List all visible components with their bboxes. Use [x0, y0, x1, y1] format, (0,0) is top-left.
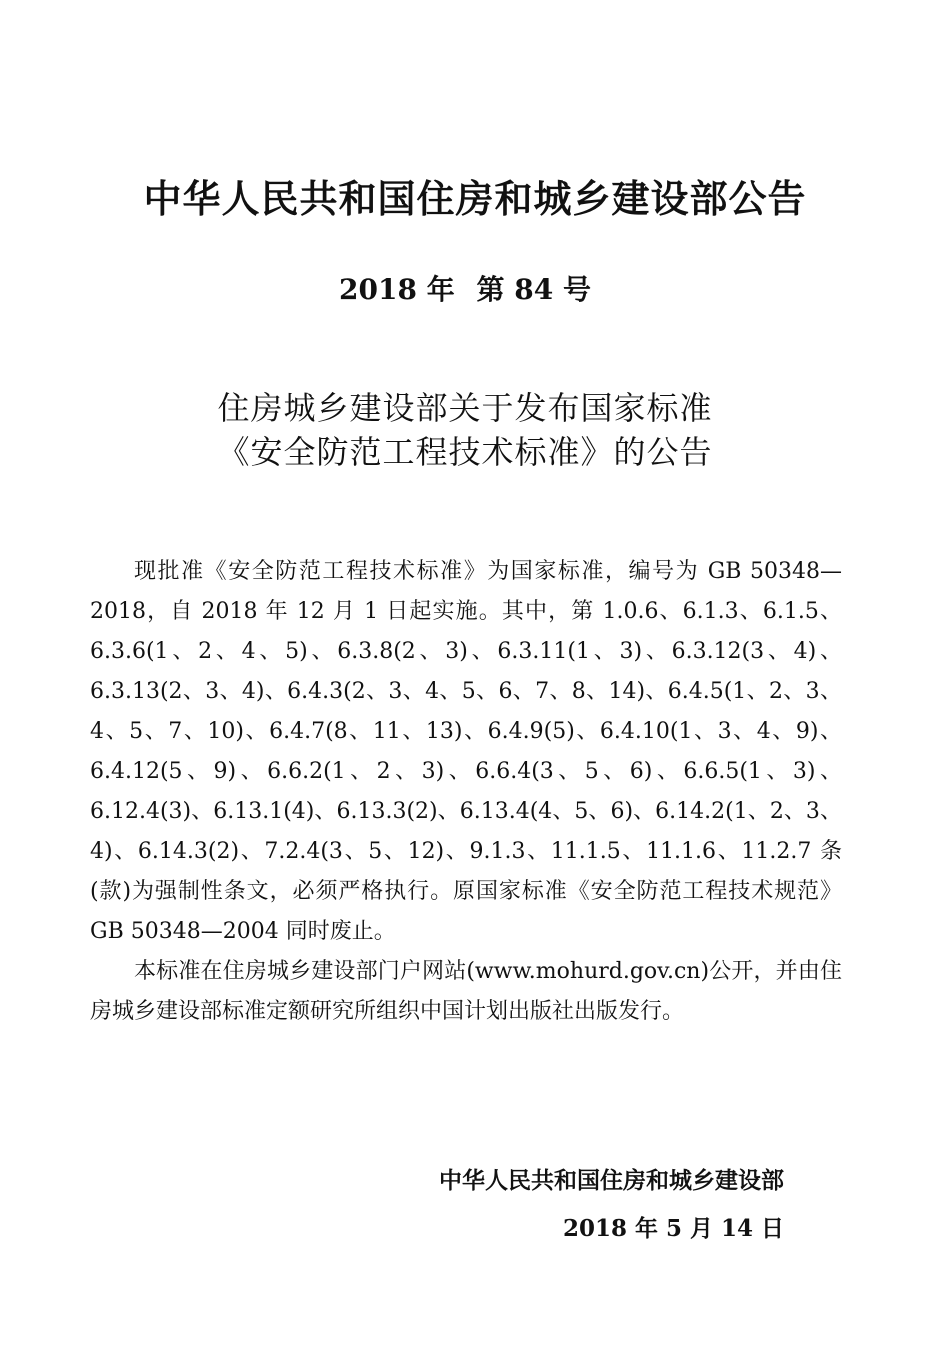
- body-paragraph-publication: 本标准在住房城乡建设部门户网站(www.mohurd.gov.cn)公开，并由住房城乡建设部标准定额研究所组织中国计划出版社出版发行。: [90, 959, 842, 1024]
- signature-block: [439, 1157, 784, 1253]
- subject-line-2: 《安全防范工程技术标准》的公告: [217, 433, 713, 471]
- signature-organization: 中华人民共和国住房和城乡建设部: [439, 1168, 784, 1194]
- issuer-heading: 中华人民共和国住房和城乡建设部公告: [143, 177, 807, 221]
- issue-year: 2018 年: [339, 273, 455, 306]
- issue-number-line: [0, 268, 930, 308]
- body-paragraph-approval: 现批准《安全防范工程技术标准》为国家标准，编号为 GB 50348—2018，自 2018 年 12 月 1 日起实施。其中，第 1.0.6、6.1.3、6.1.5、6.3.6(1、2、4、5)、6.3.8(2、3)、6.3.11(1、3)、6.3.12(3、4)、6.3.13(2、3、4)、6.4.3(2、3、4、5、6、7、8、14)、6.4.5(1、2、3、4、5、7、10)、6.4.7(8、11、13)、6.4.9(5)、6.4.10(1、3、4、9)、6.4.12(5、9)、6.6.2(1、2、3)、6.6.4(3、5、6)、6.6.5(1、3)、6.12.4(3)、6.13.1(4)、6.13.3(2)、6.13.4(4、5、6)、6.14.2(1、2、3、4)、6.14.3(2)、7.2.4(3、5、12)、9.1.3、11.1.5、11.1.6、11.2.7 条(款)为强制性条文，必须严格执行。原国家标准《安全防范工程技术规范》GB 50348—2004 同时废止。: [90, 559, 842, 944]
- issue-number: 第 84 号: [476, 273, 591, 306]
- announcement-body: [90, 552, 842, 1032]
- signature-date: 2018 年 5 月 14 日: [562, 1215, 784, 1242]
- subject-line-1: 住房城乡建设部关于发布国家标准: [217, 389, 713, 427]
- announcement-subject: [0, 386, 930, 474]
